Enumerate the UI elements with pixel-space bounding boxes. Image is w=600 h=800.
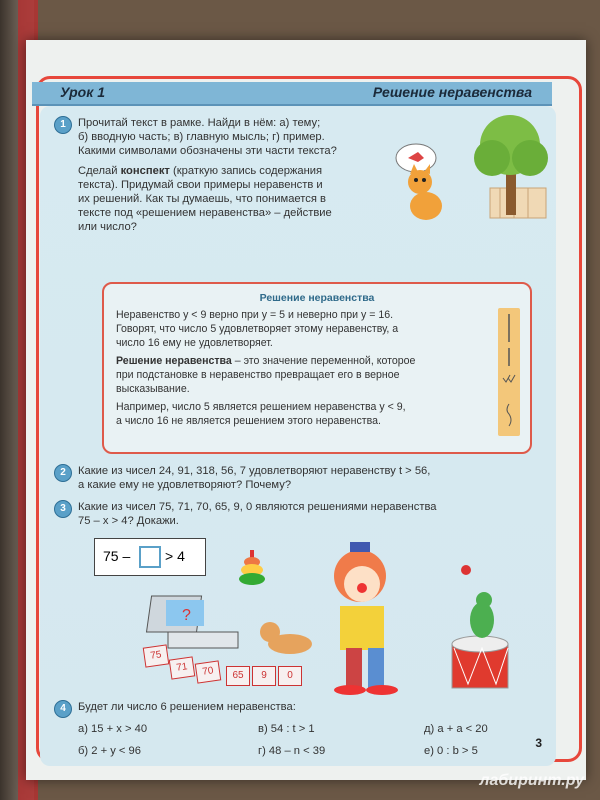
task-3-line-2: 75 – x > 4? Докажи. <box>78 515 179 527</box>
symbol-strip <box>498 308 520 436</box>
task-1-line-6: их решений. Как ты думаешь, что понимается в <box>78 193 326 205</box>
task-1-number: 1 <box>54 116 72 134</box>
lesson-header <box>32 82 552 106</box>
task-1-line-4 <box>78 164 322 178</box>
task-1-line-3: Какими символами обозначены эти части текста? <box>78 145 337 157</box>
task-4-question: Будет ли число 6 решением неравенства: <box>78 701 296 713</box>
cat-tree-illustration <box>380 110 550 230</box>
task-1-text: Сделай <box>78 165 121 177</box>
lesson-number: Урок 1 <box>60 84 106 100</box>
rule-text: число 16 ему не удовлетворяет. <box>116 337 273 349</box>
textbook-page <box>26 40 586 780</box>
konspekt-term: конспект <box>120 165 170 177</box>
task-2-line-1: Какие из чисел 24, 91, 318, 56, 7 удовлетворяют неравенству t > 56, <box>78 465 431 477</box>
number-card: 9 <box>252 666 276 686</box>
task-4-number: 4 <box>54 700 72 718</box>
task-2-number: 2 <box>54 464 72 482</box>
task-2-line-2: а какие ему не удовлетворяют? Почему? <box>78 479 292 491</box>
board-right: > 4 <box>165 548 185 564</box>
rule-title: Решение неравенства <box>259 292 375 304</box>
task-4-option-e: е) 0 : b > 5 <box>424 745 478 757</box>
number-card: 65 <box>226 666 250 686</box>
page-number: 3 <box>535 736 542 750</box>
rule-text: Неравенство y < 9 верно при y = 5 и неверно при y = 16. <box>116 309 394 321</box>
task-4-option-v: в) 54 : t > 1 <box>258 723 315 735</box>
rule-text: высказывание. <box>116 383 190 395</box>
task-1-line-2: б) вводную часть; в) главную мысль; г) пример. <box>78 131 325 143</box>
task-1-line-1: Прочитай текст в рамке. Найди в нём: а) тему; <box>78 117 321 129</box>
task-4-option-d: д) a + a < 20 <box>424 723 488 735</box>
task-4-option-b: б) 2 + y < 96 <box>78 745 142 757</box>
symbols-icon <box>498 308 520 436</box>
task-1-line-7: тексте под «решением неравенства» – действие <box>78 207 332 219</box>
rule-text: – это значение переменной, которое <box>231 355 416 367</box>
rule-definition <box>116 354 415 368</box>
number-card: 75 <box>143 644 170 667</box>
content-panel <box>40 106 556 766</box>
watermark: лабиринт.ру <box>479 772 584 789</box>
task-1-line-8: или число? <box>78 221 137 233</box>
task-3-number: 3 <box>54 500 72 518</box>
definition-term: Решение неравенства <box>116 355 232 367</box>
rule-text: Говорят, что число 5 удовлетворяет этому неравенству, а <box>116 323 399 335</box>
rule-text: при подстановке в неравенство превращает его в верное <box>116 369 400 381</box>
board-left: 75 – <box>103 548 131 564</box>
task-4-option-a: а) 15 + x > 40 <box>78 723 148 735</box>
rule-text: а число 16 не является решением этого неравенства. <box>116 415 381 427</box>
number-card: 70 <box>195 660 222 683</box>
task-4-option-g: г) 48 – n < 39 <box>258 745 326 757</box>
number-card: 71 <box>169 656 196 679</box>
task-1-text: (краткую запись содержания <box>169 165 323 177</box>
svg-text:?: ? <box>182 607 191 624</box>
task-3-line-1: Какие из чисел 75, 71, 70, 65, 9, 0 являются решениями неравенства <box>78 501 437 513</box>
number-card: 0 <box>278 666 302 686</box>
rule-text: Например, число 5 является решением неравенства y < 9, <box>116 401 406 413</box>
lesson-title: Решение неравенства <box>372 84 532 100</box>
rule-box <box>102 282 532 454</box>
task-1-line-5: текста). Придумай свои примеры неравенств и <box>78 179 323 191</box>
